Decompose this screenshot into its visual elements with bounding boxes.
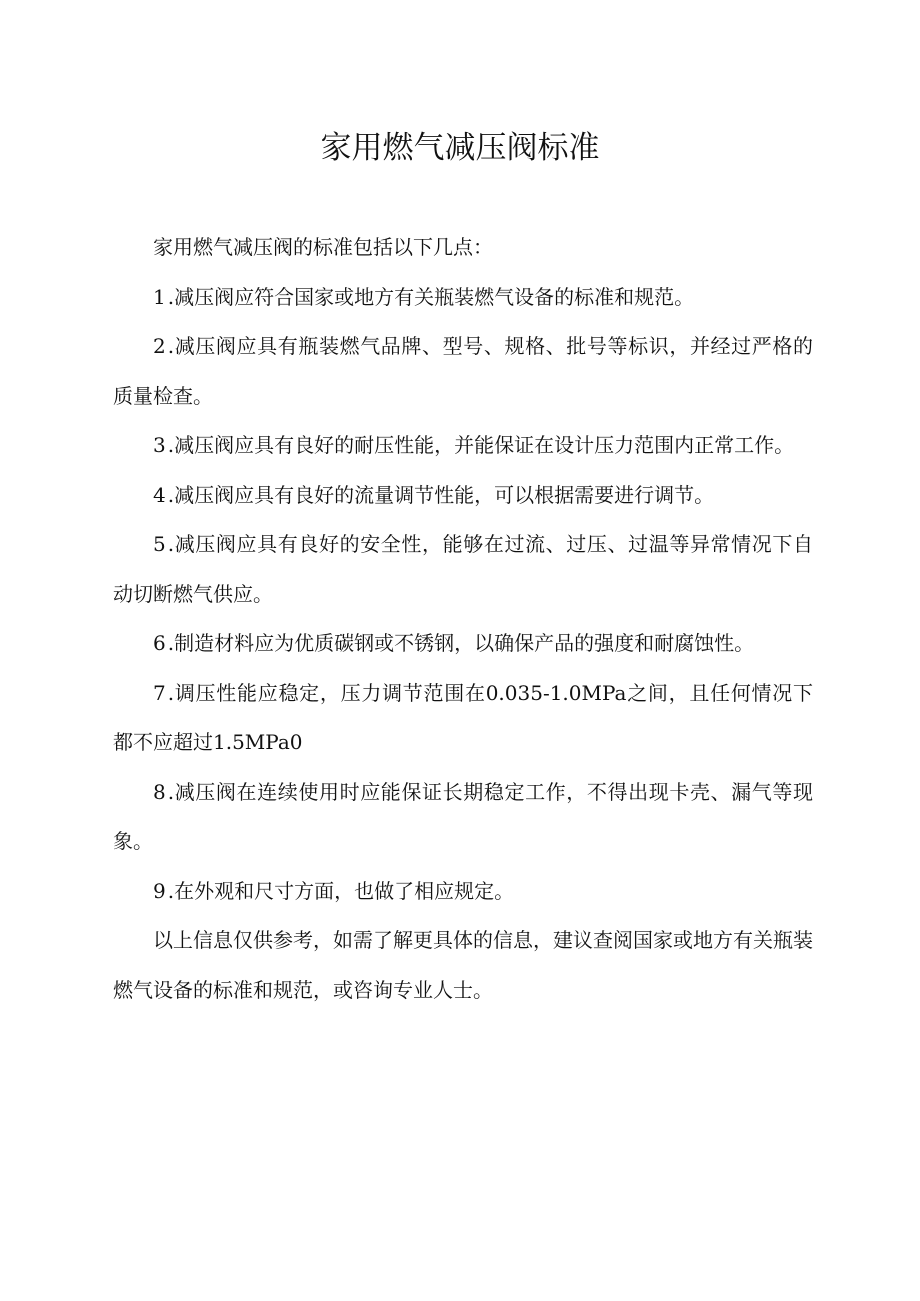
list-item-2	[113, 322, 813, 421]
item-number: 2	[153, 334, 166, 358]
document-title: 家用燃气减压阀标准	[320, 130, 600, 166]
list-item-5	[113, 520, 813, 619]
item-number: 1	[153, 284, 166, 309]
item-number: 3	[153, 433, 166, 457]
item-text: .减压阀应具有瓶装燃气品牌、型号、规格、批号等标识，并经过严格的质量检查。	[113, 334, 813, 408]
item-text: .在外观和尺寸方面，也做了相应规定。	[167, 878, 515, 903]
closing-paragraph: 以上信息仅供参考，如需了解更具体的信息，建议查阅国家或地方有关瓶装燃气设备的标准和规范，或咨询专业人士。	[113, 928, 813, 1002]
item-number: 4	[153, 482, 166, 507]
document-body	[113, 223, 813, 1015]
item-number: 6	[153, 631, 166, 655]
list-item-7	[113, 669, 813, 768]
list-item-3	[113, 421, 813, 471]
item-number: 7	[153, 680, 166, 705]
list-item-6	[113, 619, 813, 669]
list-item-8	[113, 768, 813, 867]
item-text: .减压阀应具有良好的耐压性能，并能保证在设计压力范围内正常工作。	[167, 433, 795, 457]
item-text: .减压阀应具有良好的安全性，能够在过流、过压、过温等异常情况下自动切断燃气供应。	[113, 532, 813, 606]
item-text: .减压阀应具有良好的流量调节性能，可以根据需要进行调节。	[167, 482, 715, 507]
item-text: .减压阀在连续使用时应能保证长期稳定工作，不得出现卡壳、漏气等现象。	[113, 779, 813, 853]
item-number: 8	[153, 779, 166, 804]
intro-paragraph: 家用燃气减压阀的标准包括以下几点：	[153, 235, 493, 259]
item-text: .调压性能应稳定，压力调节范围在0.035-1.0MPa之间，且任何情况下都不应超过1.5MPa0	[113, 680, 813, 754]
item-text: .制造材料应为优质碳钢或不锈钢，以确保产品的强度和耐腐蚀性。	[167, 631, 755, 655]
item-number: 5	[153, 532, 166, 556]
item-number: 9	[153, 878, 166, 903]
item-text: .减压阀应符合国家或地方有关瓶装燃气设备的标准和规范。	[167, 284, 695, 309]
list-item-4	[113, 471, 813, 521]
list-item-9	[113, 867, 813, 917]
list-item-1	[113, 273, 813, 323]
